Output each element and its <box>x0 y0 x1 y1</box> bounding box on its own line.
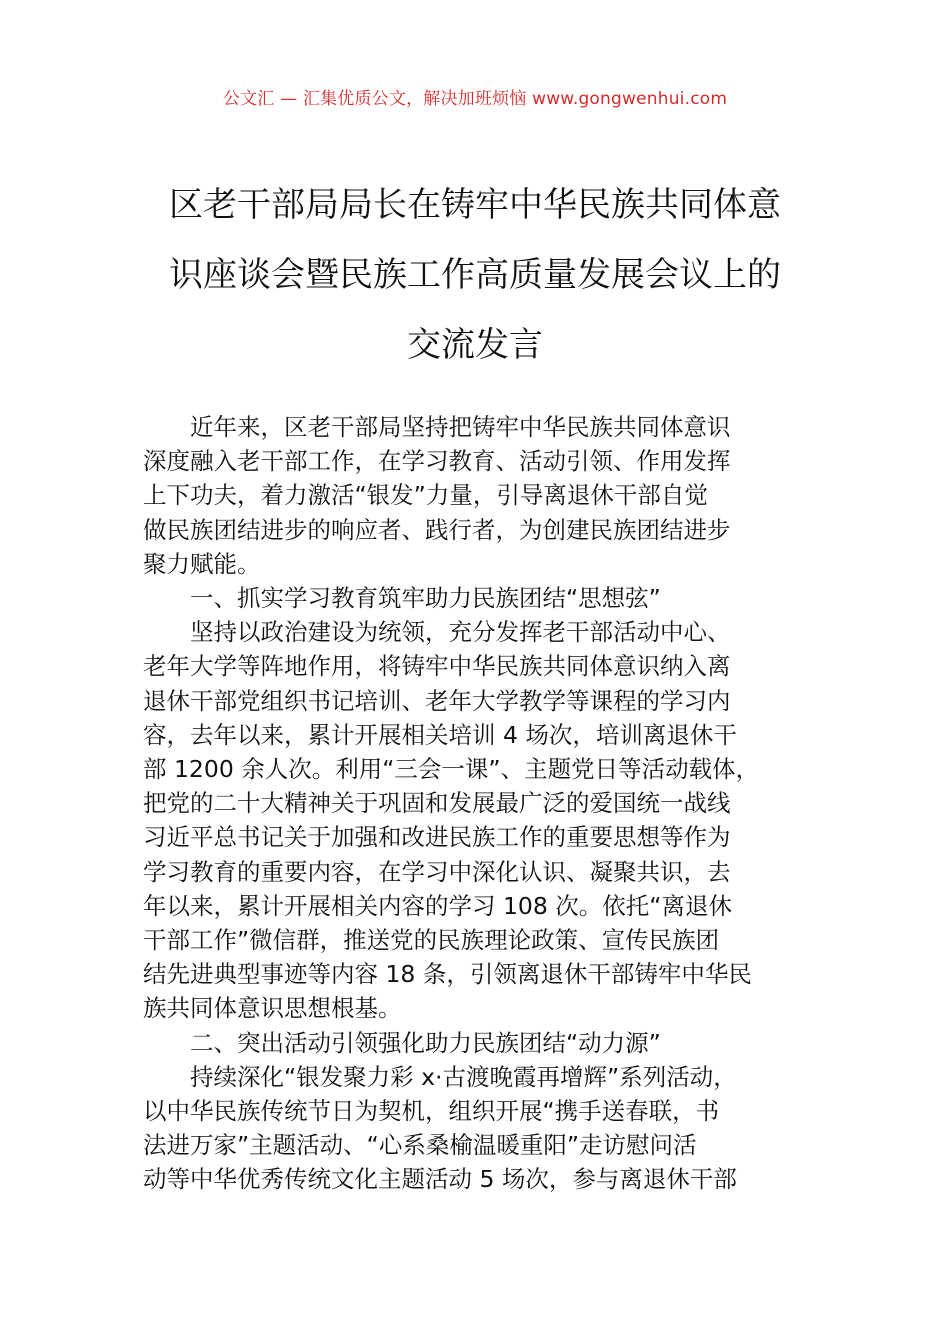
paragraph-section1-line: 年以来，累计开展相关内容的学习 108 次。依托“离退休 <box>143 891 732 920</box>
paragraph-section1-line: 老年大学等阵地作用，将铸牢中华民族共同体意识纳入离 <box>143 652 731 681</box>
paragraph-section1-line: 学习教育的重要内容，在学习中深化认识、凝聚共识，去 <box>143 857 731 886</box>
title-line: 交流发言 <box>407 325 543 365</box>
document-body <box>143 410 813 1197</box>
paragraph-intro-line: 上下功夫，着力激活“银发”力量，引导离退休干部自觉 <box>143 481 708 510</box>
title-line: 区老干部局局长在铸牢中华民族共同体意 <box>169 185 781 225</box>
paragraph-intro-line: 深度融入老干部工作，在学习教育、活动引领、作用发挥 <box>143 447 731 476</box>
paragraph-section1-line: 把党的二十大精神关于巩固和发展最广泛的爱国统一战线 <box>143 789 731 818</box>
paragraph-section1-line: 容，去年以来，累计开展相关培训 4 场次，培训离退休干 <box>143 720 737 749</box>
section-heading-1: 一、抓实学习教育筑牢助力民族团结“思想弦” <box>190 584 661 613</box>
title-line: 识座谈会暨民族工作高质量发展会议上的 <box>169 255 781 295</box>
paragraph-section1-line: 族共同体意识思想根基。 <box>143 994 402 1023</box>
paragraph-section1-line: 部 1200 余人次。利用“三会一课”、主题党日等活动载体， <box>143 755 760 784</box>
paragraph-intro-line: 近年来，区老干部局坚持把铸牢中华民族共同体意识 <box>190 413 731 441</box>
paragraph-section2-line: 持续深化“银发聚力彩 x·古渡晚霞再增辉”系列活动， <box>190 1062 737 1091</box>
paragraph-section1-line: 结先进典型事迹等内容 18 条，引领离退休干部铸牢中华民 <box>143 960 752 989</box>
paragraph-section1-line: 干部工作”微信群，推送党的民族理论政策、宣传民族团 <box>143 926 720 955</box>
paragraph-section1-line: 退休干部党组织书记培训、老年大学教学等课程的学习内 <box>143 686 731 715</box>
header-banner[interactable]: 公文汇 — 汇集优质公文，解决加班烦恼 www.gongwenhui.com <box>222 89 728 109</box>
paragraph-section2-line: 以中华民族传统节日为契机，组织开展“携手送春联，书 <box>143 1097 720 1126</box>
paragraph-section2-line: 法进万家”主题活动、“心系桑榆温暖重阳”走访慰问活 <box>143 1131 697 1160</box>
paragraph-section1-line: 坚持以政治建设为统领，充分发挥老干部活动中心、 <box>190 618 731 647</box>
paragraph-intro-line: 聚力赋能。 <box>143 549 261 578</box>
paragraph-intro-line: 做民族团结进步的响应者、践行者，为创建民族团结进步 <box>143 515 731 544</box>
paragraph-section2-line: 动等中华优秀传统文化主题活动 5 场次，参与离退休干部 <box>143 1165 737 1194</box>
section-heading-2: 二、突出活动引领强化助力民族团结“动力源” <box>190 1028 661 1057</box>
paragraph-section1-line: 习近平总书记关于加强和改进民族工作的重要思想等作为 <box>143 823 731 852</box>
document-title <box>130 170 820 380</box>
